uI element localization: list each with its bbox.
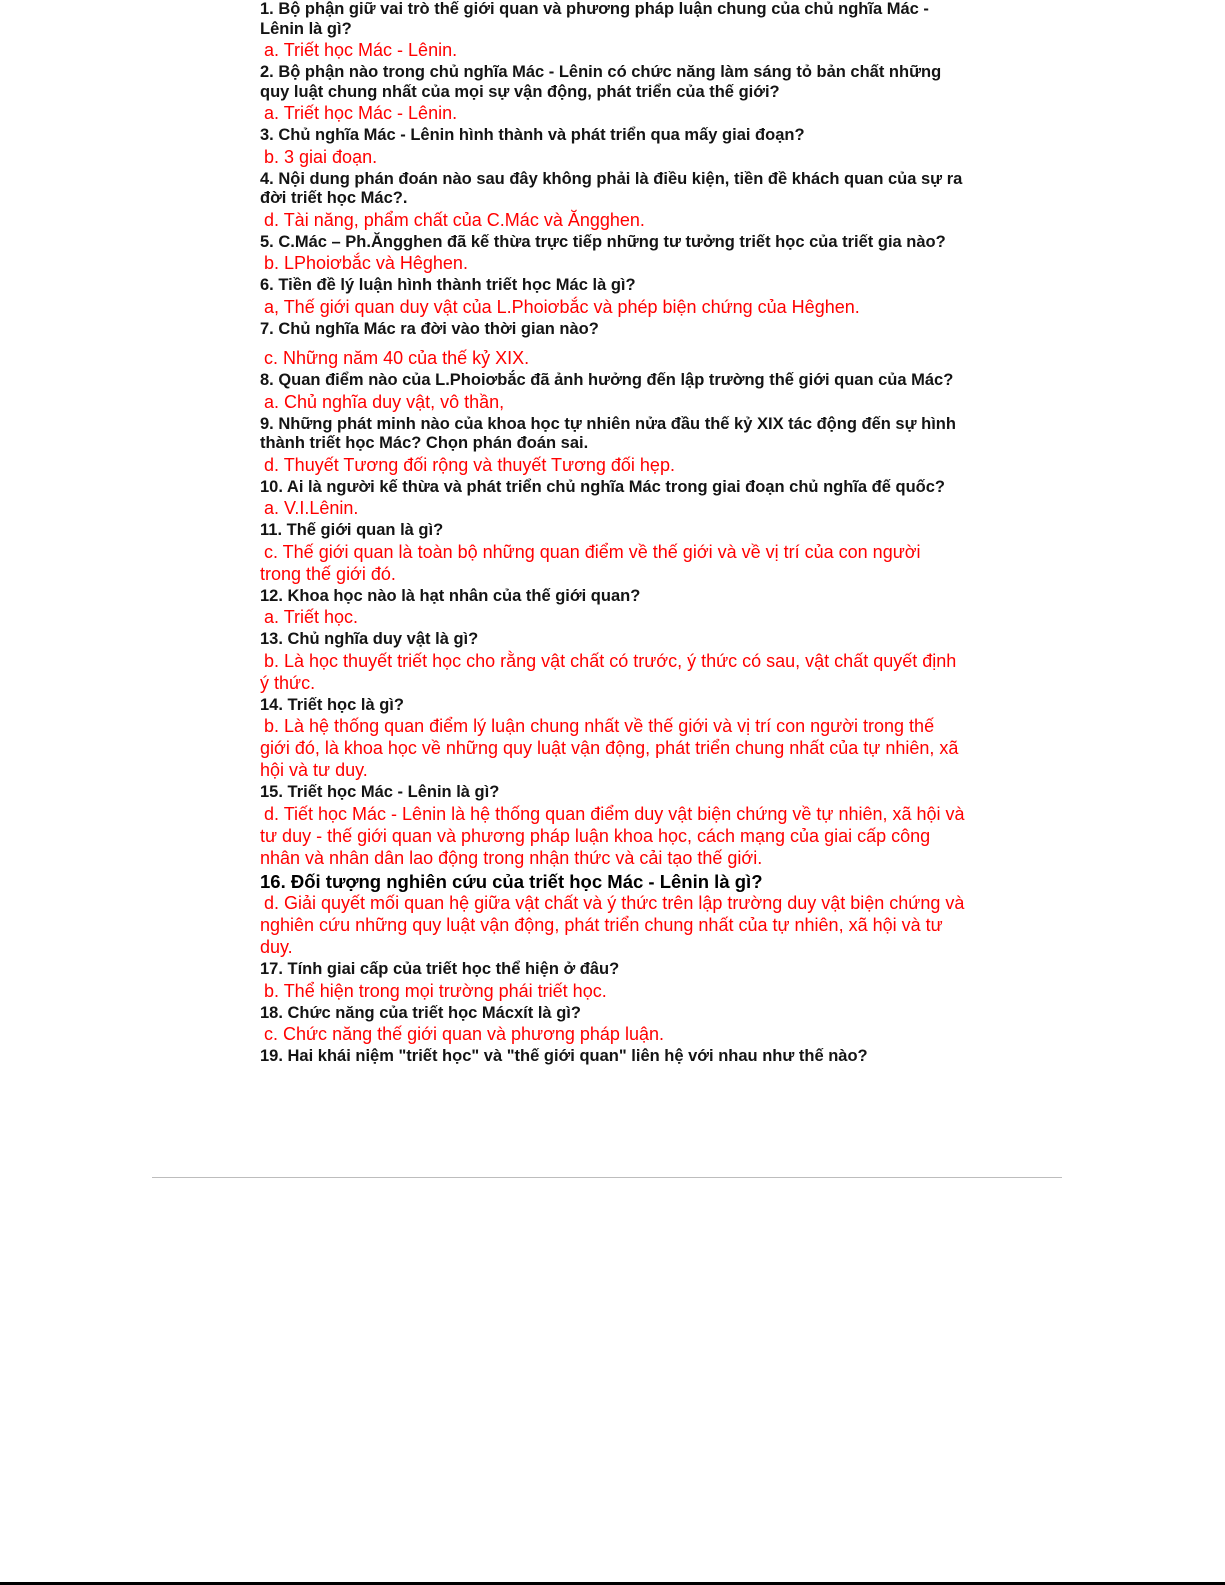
answer-text: a. Triết học Mác - Lênin. (264, 40, 458, 60)
answer-text: d. Giải quyết mối quan hệ giữa vật chất và ý thức trên lập trường duy vật biện chứng và nghiên cứu những quy luật vận động, phát triển chung nhất của tự nhiên, xã hội và tư duy. (260, 893, 965, 957)
question-block-7 (260, 320, 965, 370)
question-text: 9. Những phát minh nào của khoa học tự nhiên nửa đầu thế kỷ XIX tác động đến sự hình thành triết học Mác? Chọn phán đoán sai. (260, 414, 956, 452)
question-block-3 (260, 126, 965, 168)
question-text: 12. Khoa học nào là hạt nhân của thế giới quan? (260, 586, 641, 605)
question-block-1 (260, 0, 965, 61)
question-block-17 (260, 960, 965, 1002)
question-text: 17. Tính giai cấp của triết học thể hiện ở đâu? (260, 960, 620, 978)
question-block-10 (260, 478, 965, 520)
question-block-18 (260, 1004, 965, 1046)
question-text: 5. C.Mác – Ph.Ăngghen đã kế thừa trực tiếp những tư tưởng triết học của triết gia nào? (260, 232, 946, 251)
question-text: 18. Chức năng của triết học Mácxít là gì? (260, 1003, 581, 1022)
answer-text: b. Là học thuyết triết học cho rằng vật chất có trước, ý thức có sau, vật chất quyết định ý thức. (260, 650, 957, 693)
question-text: 4. Nội dung phán đoán nào sau đây không phải là điều kiện, tiền đề khách quan của sự ra đời triết học Mác?. (260, 169, 963, 207)
answer-text: b. LPhoiơbắc và Hêghen. (264, 253, 468, 273)
answer-text: c. Chức năng thế giới quan và phương pháp luận. (264, 1024, 664, 1044)
answer-text: c. Những năm 40 của thế kỷ XIX. (264, 348, 530, 368)
answer-text: d. Tài năng, phẩm chất của C.Mác và Ăngghen. (264, 209, 645, 230)
question-block-4 (260, 170, 965, 231)
question-block-2 (260, 63, 965, 124)
question-text: 1. Bộ phận giữ vai trò thế giới quan và phương pháp luận chung của chủ nghĩa Mác - Lênin là gì? (260, 0, 929, 38)
answer-text: a. V.I.Lênin. (264, 498, 359, 518)
answer-text: a, Thế giới quan duy vật của L.Phoiơbắc và phép biện chứng của Hêghen. (264, 296, 860, 317)
question-block-9 (260, 415, 965, 476)
question-text: 16. Đối tượng nghiên cứu của triết học Mác - Lênin là gì? (260, 870, 763, 892)
question-block-14 (260, 696, 965, 782)
question-text: 2. Bộ phận nào trong chủ nghĩa Mác - Lênin có chức năng làm sáng tỏ bản chất những quy luật chung nhất của mọi sự vận động, phát triển của thế giới? (260, 63, 942, 101)
answer-text: b. Thể hiện trong mọi trường phái triết học. (264, 980, 607, 1001)
page-divider (152, 1177, 1062, 1178)
question-text: 6. Tiền đề lý luận hình thành triết học Mác là gì? (260, 276, 636, 294)
answer-text: d. Thuyết Tương đối rộng và thuyết Tương đối hẹp. (264, 454, 675, 475)
question-block-16 (260, 871, 965, 959)
question-text: 13. Chủ nghĩa duy vật là gì? (260, 630, 479, 648)
question-block-6 (260, 276, 965, 318)
question-text: 15. Triết học Mác - Lênin là gì? (260, 783, 500, 801)
question-block-19 (260, 1047, 965, 1067)
question-block-8 (260, 371, 965, 413)
question-block-15 (260, 783, 965, 869)
question-block-13 (260, 630, 965, 694)
question-text: 7. Chủ nghĩa Mác ra đời vào thời gian nào? (260, 319, 599, 338)
question-text: 19. Hai khái niệm "triết học" và "thế giới quan" liên hệ với nhau như thế nào? (260, 1047, 868, 1065)
answer-text: a. Triết học Mác - Lênin. (264, 103, 458, 123)
answer-text: a. Triết học. (264, 607, 359, 627)
answer-text: c. Thế giới quan là toàn bộ những quan điểm về thế giới và về vị trí của con người trong thế giới đó. (260, 541, 921, 584)
answer-text: a. Chủ nghĩa duy vật, vô thần, (264, 391, 505, 412)
answer-text: d. Tiết học Mác - Lênin là hệ thống quan điểm duy vật biện chứng về tự nhiên, xã hội và tư duy - thế giới quan và phương pháp luận khoa học, cách mạng của giai cấp công nhân và nhân dân lao động trong nhận thức và cải tạo thế giới. (260, 803, 965, 868)
question-text: 10. Ai là người kế thừa và phát triển chủ nghĩa Mác trong giai đoạn chủ nghĩa đế quốc? (260, 477, 946, 496)
answer-text: b. Là hệ thống quan điểm lý luận chung nhất về thế giới và vị trí con người trong thế giới đó, là khoa học về những quy luật vận động, phát triển chung nhất của tự nhiên, xã hội và tư duy. (260, 716, 959, 780)
question-block-11 (260, 521, 965, 585)
question-text: 14. Triết học là gì? (260, 695, 404, 714)
document-body (260, 0, 965, 1067)
question-text: 8. Quan điểm nào của L.Phoiơbắc đã ảnh hưởng đến lập trường thế giới quan của Mác? (260, 371, 954, 389)
question-block-5 (260, 233, 965, 275)
question-block-12 (260, 587, 965, 629)
question-text: 3. Chủ nghĩa Mác - Lênin hình thành và phát triển qua mấy giai đoạn? (260, 126, 805, 144)
answer-text: b. 3 giai đoạn. (264, 146, 378, 167)
question-text: 11. Thế giới quan là gì? (260, 521, 444, 539)
